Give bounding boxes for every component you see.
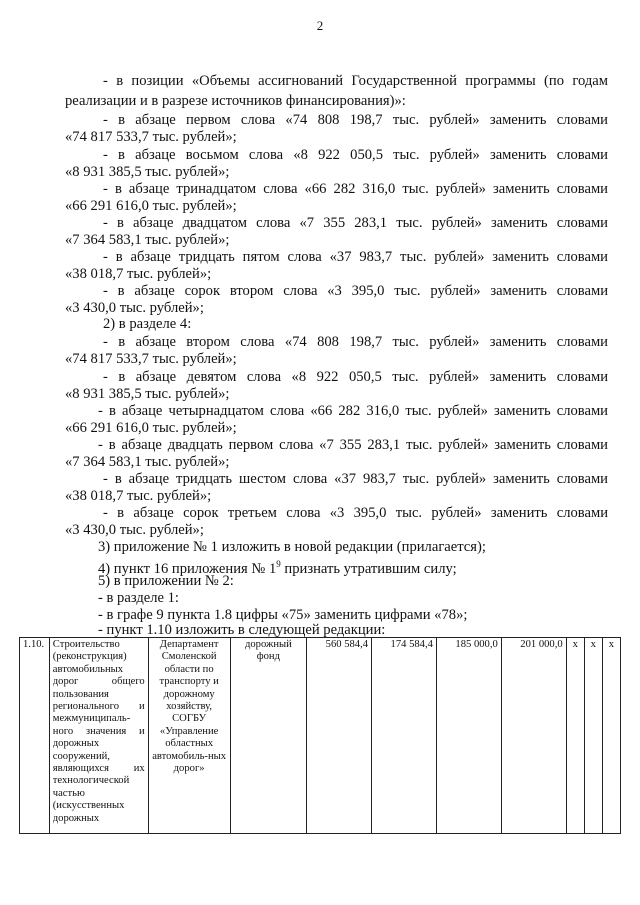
text-line: «7 364 583,1 тыс. рублей»; <box>65 454 230 470</box>
text-fragment: признать утратившим силу; <box>280 560 457 577</box>
text-line: 3) приложение № 1 изложить в новой редакции (прилагается); <box>98 539 486 555</box>
text-line: «8 931 385,5 тыс. рублей»; <box>65 164 230 180</box>
page-number: 2 <box>316 18 324 33</box>
text-line: «3 430,0 тыс. рублей»; <box>65 300 204 316</box>
text-line: «3 430,0 тыс. рублей»; <box>65 522 204 538</box>
cell-value: 174 584,4 <box>372 638 437 834</box>
text-line: «66 291 616,0 тыс. рублей»; <box>65 420 237 436</box>
cell-x: х <box>584 638 602 834</box>
text-line: - в абзаце первом слова «74 808 198,7 тыс. рублей» заменить словами <box>103 112 608 128</box>
text-line: «66 291 616,0 тыс. рублей»; <box>65 198 237 214</box>
text-line: - в абзаце двадцатом слова «7 355 283,1 тыс. рублей» заменить словами <box>103 215 608 231</box>
cell-number: 1.10. <box>20 638 50 834</box>
text-fragment: 4) пункт 16 приложения № 1 <box>98 560 277 577</box>
text-line: «8 931 385,5 тыс. рублей»; <box>65 386 230 402</box>
text-line: «74 817 533,7 тыс. рублей»; <box>65 129 237 145</box>
cell-executor: Департамент Смоленской области по транспорту и дорожному хозяйству, СОГБУ «Управление областных автомобиль-ных дорог» <box>148 638 230 834</box>
cell-x: х <box>602 638 620 834</box>
text-line: - в абзаце тринадцатом слова «66 282 316,0 тыс. рублей» заменить словами <box>103 181 608 197</box>
text-line: «38 018,7 тыс. рублей»; <box>65 266 212 282</box>
table-row <box>20 638 621 834</box>
cell-funding-source: дорожный фонд <box>230 638 307 834</box>
text-line: - в позиции «Объемы ассигнований Государственной программы (по годам <box>103 73 608 89</box>
text-line: реализации и в разрезе источников финансирования)»: <box>65 93 406 109</box>
text-line: - в абзаце тридцать шестом слова «37 983,7 тыс. рублей» заменить словами <box>103 471 608 487</box>
text-line: «38 018,7 тыс. рублей»; <box>65 488 212 504</box>
cell-activity-name: Строительство (реконструкция) автомобильных дорог общего пользования регионального и межмуниципаль-ного значения и дорожных сооружений, являющихся их технологической частью (искусственных дорожных <box>49 638 148 834</box>
text-line: - в абзаце восьмом слова «8 922 050,5 тыс. рублей» заменить словами <box>103 147 608 163</box>
cell-value: 201 000,0 <box>501 638 566 834</box>
cell-value: 185 000,0 <box>436 638 501 834</box>
superscript: 9 <box>276 559 281 569</box>
text-line: - пункт 1.10 изложить в следующей редакции: <box>98 622 386 638</box>
text-line: «7 364 583,1 тыс. рублей»; <box>65 232 230 248</box>
text-line: - в абзаце девятом слова «8 922 050,5 тыс. рублей» заменить словами <box>103 369 608 385</box>
text-line: - в абзаце тридцать пятом слова «37 983,7 тыс. рублей» заменить словами <box>103 249 608 265</box>
text-line: - в разделе 1: <box>98 590 179 606</box>
text-line: 2) в разделе 4: <box>103 316 192 332</box>
text-line: - в абзаце сорок втором слова «3 395,0 тыс. рублей» заменить словами <box>103 283 608 299</box>
cell-x: х <box>566 638 584 834</box>
text-line: - в абзаце двадцать первом слова «7 355 283,1 тыс. рублей» заменить словами <box>98 437 608 453</box>
text-line: - в абзаце сорок третьем слова «3 395,0 тыс. рублей» заменить словами <box>103 505 608 521</box>
program-table <box>19 637 621 834</box>
text-line: «74 817 533,7 тыс. рублей»; <box>65 351 237 367</box>
text-line: - в абзаце четырнадцатом слова «66 282 316,0 тыс. рублей» заменить словами <box>98 403 608 419</box>
text-line: - в абзаце втором слова «74 808 198,7 тыс. рублей» заменить словами <box>103 334 608 350</box>
text-line: 5) в приложении № 2: <box>98 573 234 589</box>
cell-value: 560 584,4 <box>307 638 372 834</box>
text-line: - в графе 9 пункта 1.8 цифры «75» заменить цифрами «78»; <box>98 607 468 623</box>
